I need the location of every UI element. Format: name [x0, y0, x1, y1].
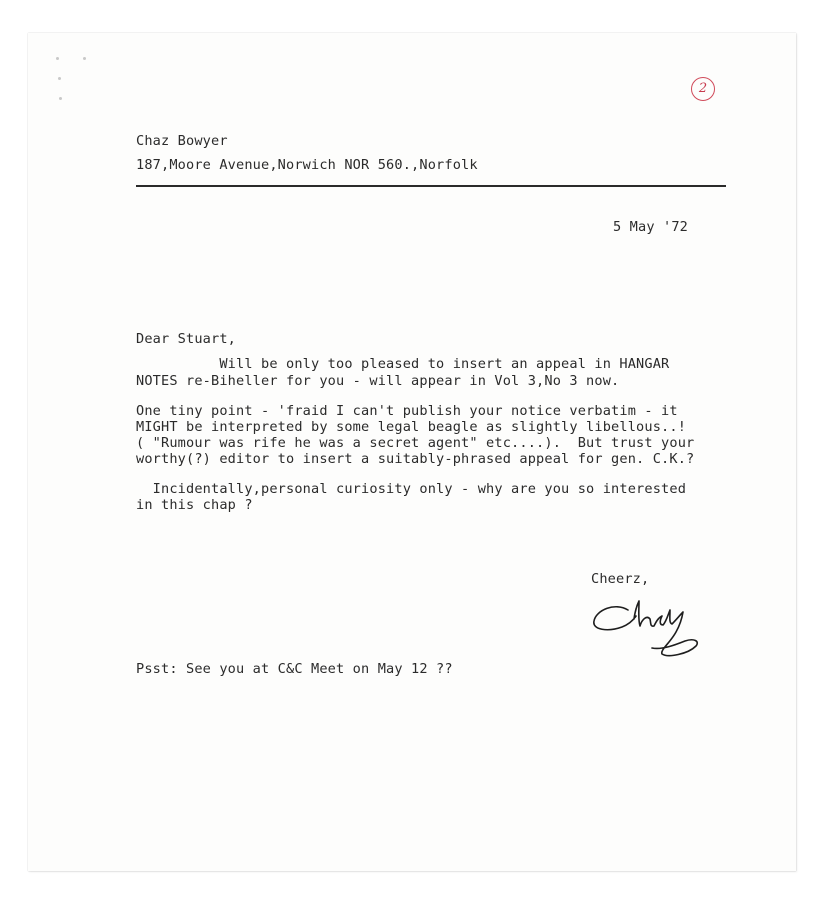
closing: Cheerz, [591, 571, 650, 587]
sender-address: 187,Moore Avenue,Norwich NOR 560.,Norfolk [136, 157, 478, 173]
letter-page [28, 33, 796, 871]
staple-hole [58, 77, 61, 80]
letter-date: 5 May '72 [613, 219, 689, 235]
letterhead-rule [136, 185, 726, 187]
page-number: 2 [691, 77, 715, 101]
salutation: Dear Stuart, [136, 331, 237, 347]
text-line: NOTES re-Biheller for you - will appear in Vol 3,No 3 now. [136, 373, 620, 389]
text-line: ( "Rumour was rife he was a secret agent" etc....). But trust your [136, 435, 695, 451]
text-line: Will be only too pleased to insert an appeal in HANGAR [136, 356, 670, 372]
sender-name: Chaz Bowyer [136, 133, 228, 149]
staple-hole [59, 97, 62, 100]
text-line: Incidentally,personal curiosity only - why are you so interested [136, 481, 687, 497]
text-line: in this chap ? [136, 497, 253, 513]
staple-hole [56, 57, 59, 60]
text-line: worthy(?) editor to insert a suitably-phrased appeal for gen. C.K.? [136, 451, 695, 467]
staple-hole [83, 57, 86, 60]
handwritten-signature [590, 588, 705, 678]
text-line: One tiny point - 'fraid I can't publish your notice verbatim - it [136, 403, 678, 419]
postscript: Psst: See you at C&C Meet on May 12 ?? [136, 661, 453, 677]
text-line: MIGHT be interpreted by some legal beagle as slightly libellous..! [136, 419, 687, 435]
